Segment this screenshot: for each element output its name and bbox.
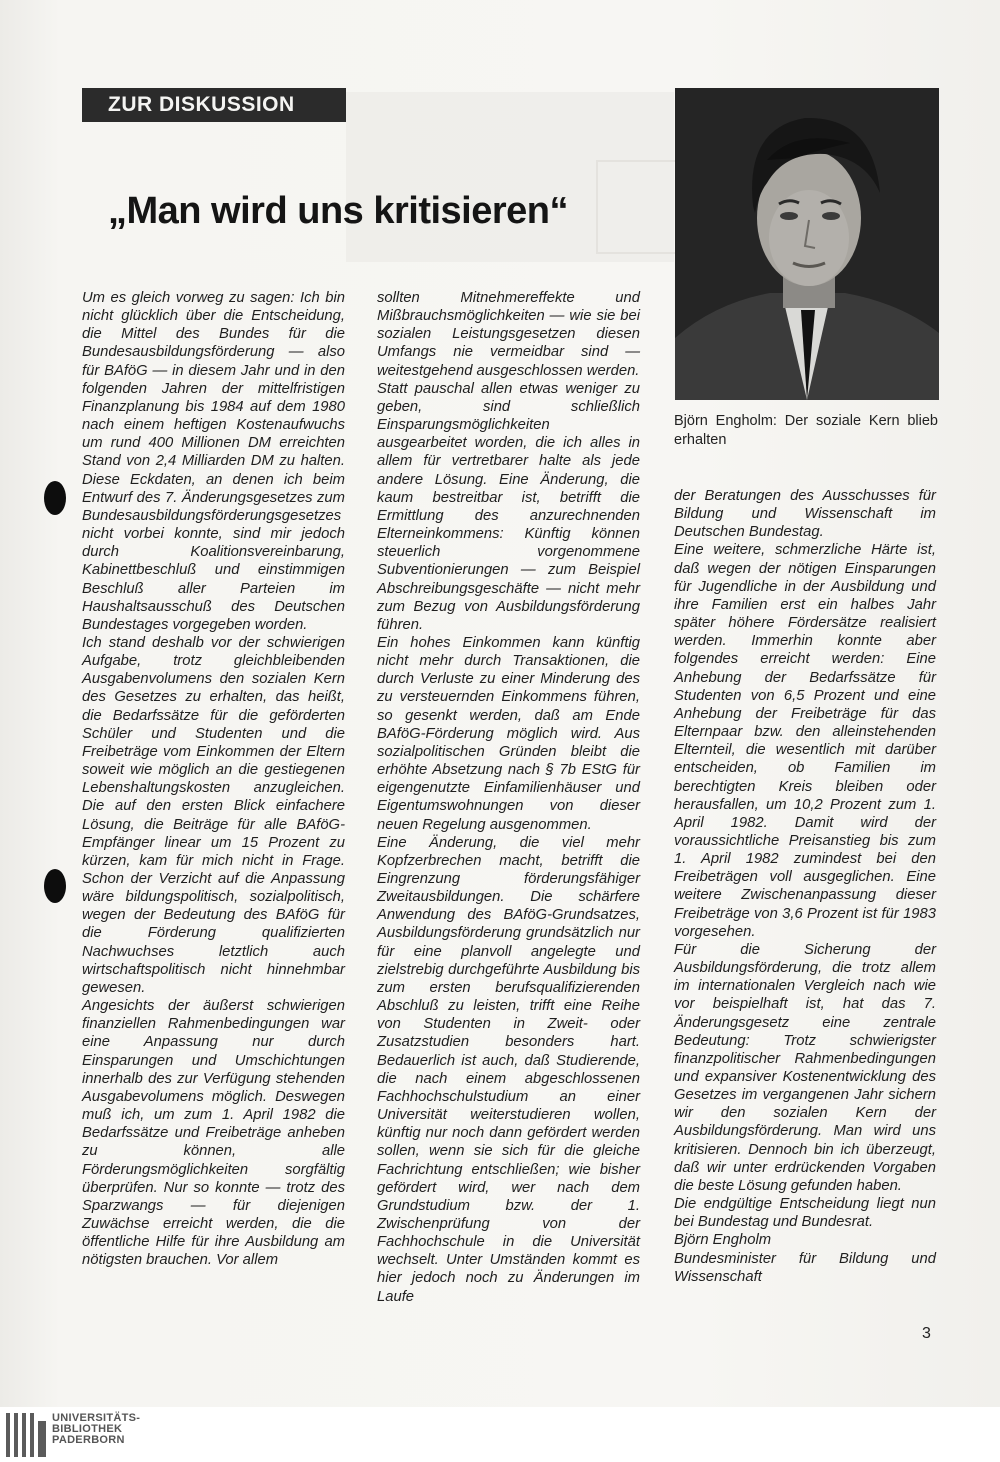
logo-line: UNIVERSITÄTS- [52,1412,141,1424]
scan-footer [0,1407,1000,1462]
library-logo-text [52,1413,140,1446]
page-number: 3 [922,1325,931,1342]
punch-hole [44,869,66,903]
paragraph: Ein hohes Einkommen kann künftig nicht mehr durch Transaktionen, die durch Verluste zu einer Minderung des zu versteuernden Einkommens führen, so gesenkt werden, daß am Ende BAföG-Förderung möglich wird. Aus sozialpolitischen Gründen bleibt die erhöhte Absetzung nach § 7b EStG für eigengenutzte Einfamilienhäuser und Eigentumswohnungen von dieser neuen Regelung ausgenommen. [377,634,640,833]
portrait-photo [675,88,939,400]
library-logo-icon [6,1413,48,1457]
logo-line: PADERBORN [52,1434,125,1446]
logo-line: BIBLIOTHEK [52,1423,123,1435]
author-title: Bundesminister für Bildung und Wissenschaft [674,1250,936,1285]
photo-caption: Björn Engholm: Der soziale Kern blieb erhalten [674,413,938,448]
paragraph: Angesichts der äußerst schwierigen finanziellen Rahmenbedingungen war eine Anpassung nur durch Einsparungen und Umschichtungen innerhalb des zur Verfügung stehenden Ausgabevolumens möglich. Deswegen muß ich, um zum 1. April 1982 die Bedarfssätze und Freibeträge anheben zu können, alle Förderungsmöglichkeiten sorgfältig überprüfen. Nur so konnte — trotz des Sparzwangs — für diejenigen Zuwächse erreicht werden, die die öffentliche Hilfe für ihre Ausbildung am nötigsten brauchen. Vor allem [82,998,345,1269]
article-column-1 [82,289,345,1269]
paragraph: Die endgültige Entscheidung liegt nun bei Bundestag und Bundesrat. [674,1196,936,1231]
paragraph: Eine Änderung, die viel mehr Kopfzerbrechen macht, betrifft die Eingrenzung förderungsfähiger Zweitausbildungen. Die schärfere Anwendung des BAföG-Grundsatzes, Ausbildungsförderung grundsätzlich nur für eine planvoll angelegte und zielstrebig durchgeführte Ausbildung bis zum ersten berufsqualifizierenden Abschluß zu leisten, trifft eine Reihe von Studenten in Zweit- oder Zusatzstudien besonders hart. Bedauerlich ist auch, daß Studierende, die nach einem abgeschlossenen Fachhochschulstudium an einer Universität weiterstudieren wollen, künftig nur noch dann gefördert werden sollen, wenn sie sich für die gleiche Fachrichtung entschließen; wie bisher gefördert wird, wer nach dem Grundstudium bzw. der 1. Zwischenprüfung von der Fachhochschule in die Universität wechselt. Unter Umständen kommt es hier jedoch noch zu Änderungen im Laufe [377,834,640,1305]
headline: „Man wird uns kritisieren“ [108,190,568,232]
paragraph: Statt pauschal allen etwas weniger zu geben, sind schließlich Einsparungsmöglichkeiten ausgearbeitet worden, die ich alles in allem für vertretbarer halte als jede andere Lösung. Eine Änderung, die kaum bestreitbar ist, betrifft die Ermittlung des anzurechnenden Elterneinkommens: Künftig können steuerlich vorgenommene Subventionierungen — zum Beispiel Abschreibungsgeschäfte — nicht mehr zum Bezug von Ausbildungsförderung führen. [377,380,640,633]
show-through-frame [596,160,678,254]
article-column-2 [377,289,640,1306]
paragraph: Um es gleich vorweg zu sagen: Ich bin nicht glücklich über die Entscheidung, die Mittel des Bundes für die Bundesausbildungsförderung — also für BAföG — in diesem Jahr und in den folgenden Jahren der mittelfristigen Finanzplanung bis 1984 auf dem 1980 nach einem heftigen Kostenaufwuchs um rund 400 Millionen DM erreichten Stand von 2,4 Milliarden DM zu halten. Diese Eckdaten, an denen ich beim Entwurf des 7. Änderungsgesetzes zum Bundesausbildungsförderungsgesetzes nicht vorbei konnte, sind mir jedoch durch Koalitionsvereinbarung, Kabinettbeschluß und einstimmigen Beschluß aller Parteien im Haushaltsausschuß des Deutschen Bundestages vorgegeben worden. [82,290,345,633]
paragraph: Für die Sicherung der Ausbildungsförderung, die trotz allem im internationalen Vergleich nach wie vor beispielhaft ist, hat das 7. Änderungsgesetz eine zentrale Bedeutung: Trotz schwierigster finanzpolitischer Rahmenbedingungen und expansiver Kostenentwicklung des Gesetzes im vergangenen Jahr sichern wir den sozialen Kern der Ausbildungsförderung. Man wird uns kritisieren. Dennoch bin ich überzeugt, daß wir unter erdrückenden Vorgaben die beste Lösung gefunden haben. [674,941,936,1194]
punch-hole [44,481,66,515]
author-name: Björn Engholm [674,1232,772,1249]
paragraph: der Beratungen des Ausschusses für Bildung und Wissenschaft im Deutschen Bundestag. [674,488,936,541]
section-tag: ZUR DISKUSSION [82,88,346,122]
paragraph: Ich stand deshalb vor der schwierigen Aufgabe, trotz gleichbleibenden Ausgabenvolumens den sozialen Kern des Gesetzes zu erhalten, das heißt, die Bedarfssätze für die geförderten Schüler und Studenten und die Freibeträge vom Einkommen der Eltern soweit wie möglich an die gestiegenen Lebenshaltungskosten anzugleichen. Die auf den ersten Blick einfachere Lösung, die Beiträge für alle BAföG-Empfänger linear um 15 Prozent zu kürzen, kam für mich nicht in Frage. Schon der Verzicht auf die Anpassung wäre bildungspolitisch, sozialpolitisch, wegen der Bedeutung des BAföG für die Förderung qualifizierten Nachwuchses letztlich auch wirtschaftspolitisch nicht hinnehmbar gewesen. [82,634,345,996]
paragraph: Eine weitere, schmerzliche Härte ist, daß wegen der nötigen Einsparungen für Jugendliche in der Ausbildung und ihre Familien erst ein halbes Jahr später höhere Fördersätze realisiert werden. Immerhin konnte aber folgendes erreicht werden: Eine Anhebung der Bedarfssätze für Studenten von 6,5 Prozent und eine Anhebung der Freibeträge für das Elternpaar bzw. den alleinstehenden Elternteil, die wesentlich mit darüber entscheiden, ob Familien im berechtigten Kreis bleiben oder herausfallen, um 10,2 Prozent zum 1. April 1982. Damit wird der voraussichtliche Preisanstieg bis zum 1. April 1982 zumindest bei den Freibeträgen voll ausgeglichen. Eine weitere Zwischenanpassung dieser Freibeträge von 3,6 Prozent ist für 1983 vorgesehen. [674,542,936,940]
article-column-3 [674,487,936,1286]
paragraph: sollten Mitnehmereffekte und Mißbrauchsmöglichkeiten — wie sie bei sozialen Leistungsgesetzen diesen Umfangs nie vermeidbar sind — weitestgehend ausgeschlossen werden. [377,290,640,379]
